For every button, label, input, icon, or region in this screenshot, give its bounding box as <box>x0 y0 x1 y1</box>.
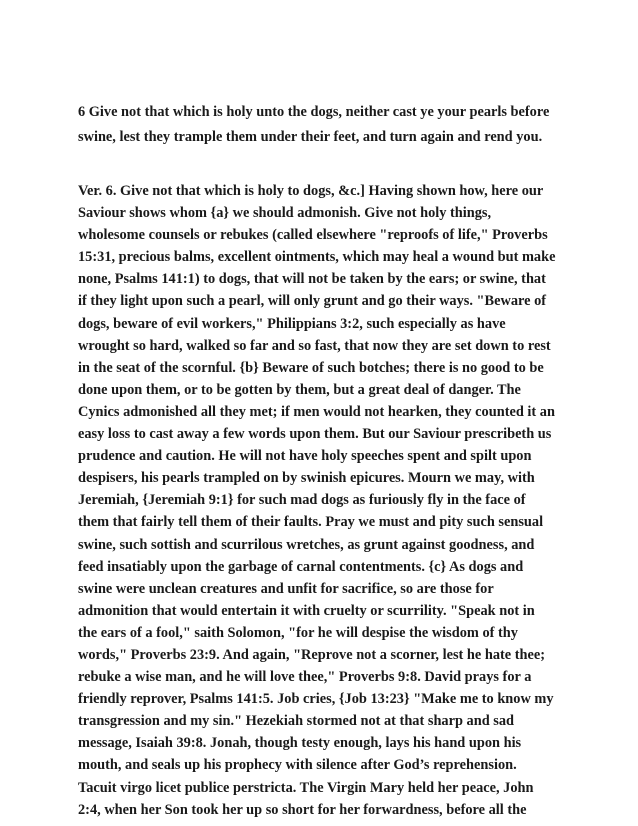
commentary-line: friendly reprover, Psalms 141:5. Job cries, {Job 13:23} "Make me to know my <box>78 691 554 708</box>
commentary-line: feed insatiably upon the garbage of carnal contentments. {c} As dogs and <box>78 558 524 575</box>
commentary-line: Saviour shows whom {a} we should admonish. Give not holy things, <box>78 205 492 222</box>
verse-line: swine, lest they trample them under their feet, and turn again and rend you. <box>78 129 543 145</box>
commentary-line: none, Psalms 141:1) to dogs, that will not be taken by the ears; or swine, that <box>78 271 546 288</box>
commentary-line: transgression and my sin." Hezekiah stormed not at that sharp and sad <box>78 713 515 730</box>
commentary-line: despisers, his pearls trampled on by swinish epicures. Mourn we may, with <box>78 470 535 487</box>
commentary-line: Ver. 6. Give not that which is holy to dogs, &c.] Having shown how, here our <box>78 183 544 199</box>
commentary-line: if they light upon such a pearl, will only grunt and go their ways. "Beware of <box>78 293 547 310</box>
commentary-line: dogs, beware of evil workers," Philippians 3:2, such especially as have <box>78 315 506 332</box>
commentary-line: swine were unclean creatures and unfit for sacrifice, so are those for <box>78 580 494 597</box>
commentary-line: in the seat of the scornful. {b} Beware of such botches; there is no good to be <box>78 359 544 376</box>
commentary-line: them that fairly tell them of their faults. Pray we must and pity such sensual <box>78 514 544 531</box>
commentary-line: Cynics admonished all they met; if men would not hearken, they counted it an <box>78 403 555 420</box>
commentary-line: message, Isaiah 39:8. Jonah, though testy enough, lays his hand upon his <box>78 735 522 752</box>
verse-paragraph <box>78 100 568 150</box>
commentary-line: the ears of a fool," saith Solomon, "for he will despise the wisdom of thy <box>78 624 518 641</box>
commentary-line: 15:31, precious balms, excellent ointments, which may heal a wound but make <box>78 249 556 266</box>
commentary-line: rebuke a wise man, and he will love thee," Proverbs 9:8. David prays for a <box>78 669 532 686</box>
commentary-line: 2:4, when her Son took her up so short for her forwardness, before all the <box>78 801 527 818</box>
commentary-line: mouth, and seals up his prophecy with silence after God’s reprehension. <box>78 757 517 774</box>
commentary-line: words," Proverbs 23:9. And again, "Reprove not a scorner, lest he hate thee; <box>78 646 546 663</box>
commentary-line: wrought so hard, walked so far and so fast, that now they are set down to rest <box>78 337 551 354</box>
commentary-line: swine, such sottish and scurrilous wretches, as grunt against goodness, and <box>78 536 535 553</box>
commentary-line: done upon them, or to be gotten by them, but a great deal of danger. The <box>78 381 521 398</box>
commentary-line: easy loss to cast away a few words upon them. But our Saviour prescribeth us <box>78 426 552 443</box>
commentary-line: Jeremiah, {Jeremiah 9:1} for such mad dogs as furiously fly in the face of <box>78 492 526 509</box>
commentary-line: Tacuit virgo licet publice perstricta. The Virgin Mary held her peace, John <box>78 779 534 796</box>
verse-line: 6 Give not that which is holy unto the dogs, neither cast ye your pearls before <box>78 104 550 120</box>
commentary-paragraph <box>78 180 568 821</box>
commentary-line: wholesome counsels or rebukes (called elsewhere "reproofs of life," Proverbs <box>78 227 548 244</box>
commentary-line: admonition that would entertain it with cruelty or scurrility. "Speak not in <box>78 602 535 619</box>
commentary-line: prudence and caution. He will not have holy speeches spent and spilt upon <box>78 448 532 465</box>
